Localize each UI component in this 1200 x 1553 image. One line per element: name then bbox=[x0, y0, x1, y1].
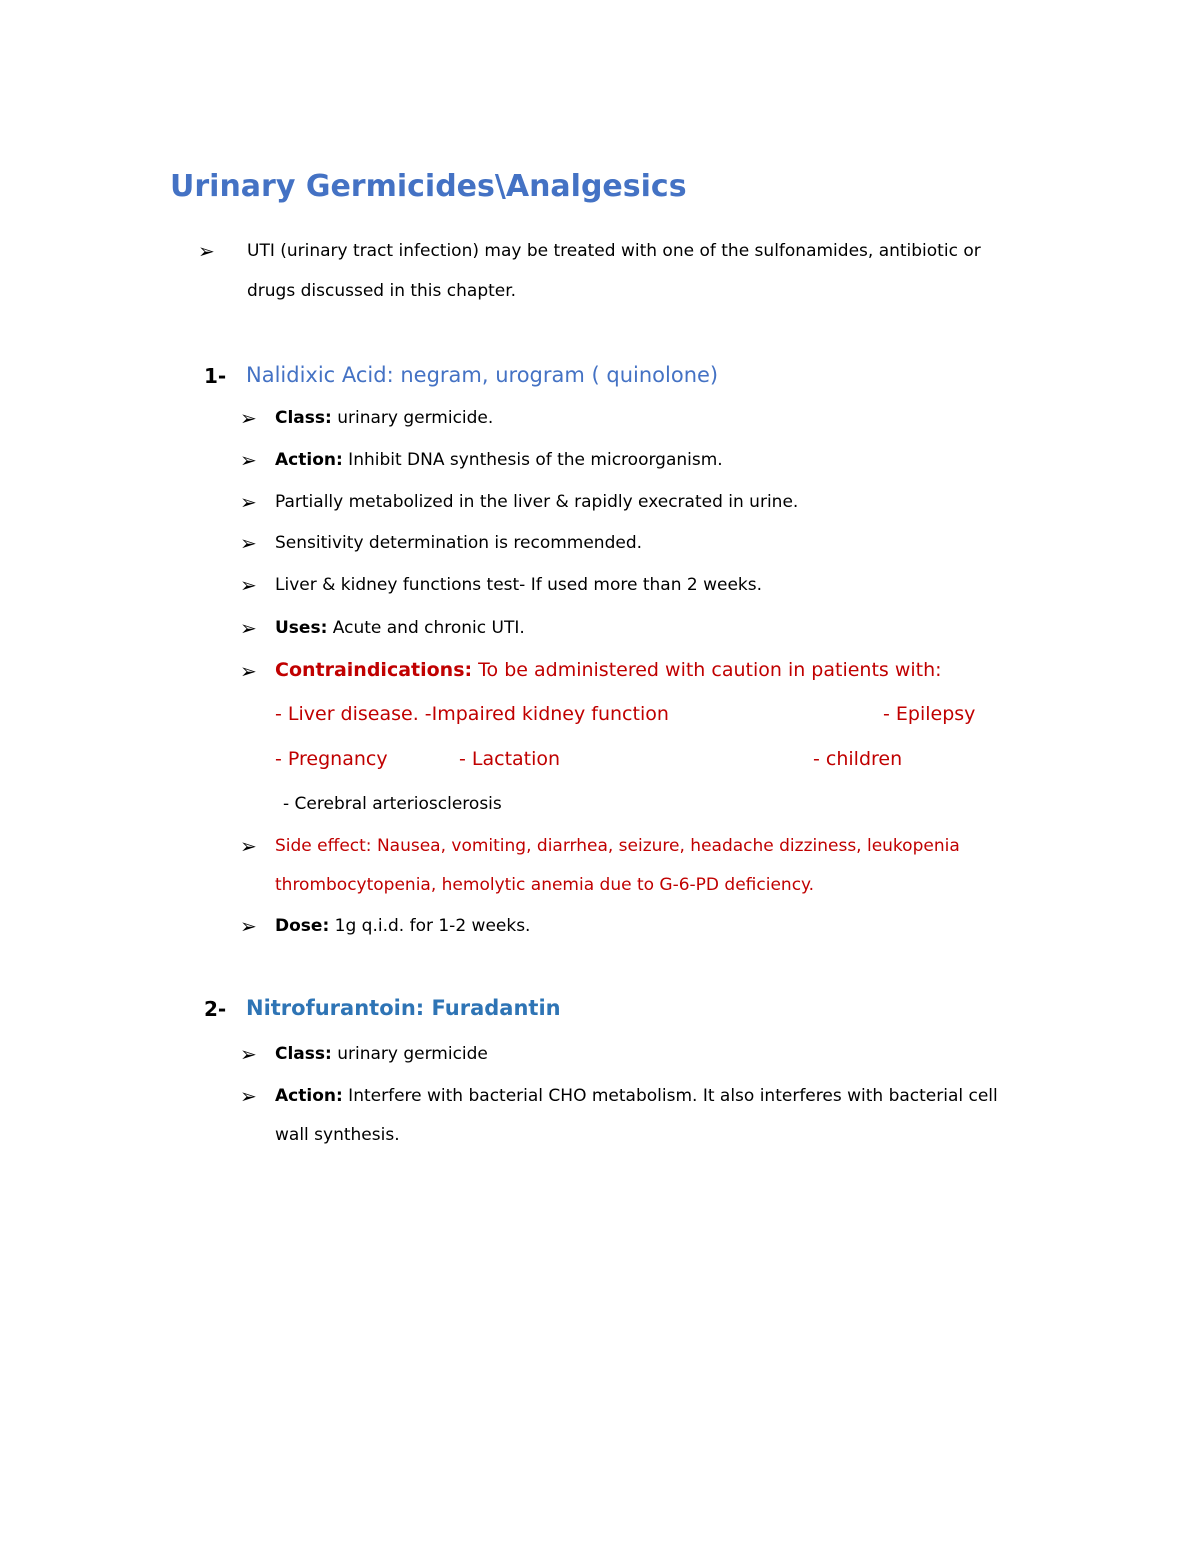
action-item: Action: Inhibit DNA synthesis of the microorganism. bbox=[275, 450, 723, 470]
section-2-heading: Nitrofurantoin: Furadantin bbox=[246, 996, 561, 1020]
class-item: Class: urinary germicide. bbox=[275, 408, 494, 428]
side-effect-line-2: thrombocytopenia, hemolytic anemia due to G-6-PD deficiency. bbox=[275, 875, 815, 895]
arrow-bullet-icon: ➢ bbox=[240, 616, 257, 640]
intro-line-2: drugs discussed in this chapter. bbox=[247, 281, 517, 301]
arrow-bullet-icon: ➢ bbox=[240, 531, 257, 555]
contraindications-item: Contraindications: To be administered with caution in patients with: bbox=[275, 659, 942, 681]
intro-line-1: UTI (urinary tract infection) may be treated with one of the sulfonamides, antibiotic or bbox=[247, 241, 981, 261]
dose-item: Dose: 1g q.i.d. for 1-2 weeks. bbox=[275, 916, 531, 936]
contra-row-2-a: - Pregnancy bbox=[275, 748, 388, 770]
arrow-bullet-icon: ➢ bbox=[240, 1084, 257, 1108]
arrow-bullet-icon: ➢ bbox=[240, 490, 257, 514]
arrow-bullet-icon: ➢ bbox=[240, 914, 257, 938]
action-line-2: wall synthesis. bbox=[275, 1125, 400, 1145]
contra-row-1-b: - Epilepsy bbox=[883, 703, 976, 725]
section-1-number: 1- bbox=[204, 364, 227, 388]
contra-row-2-c: - children bbox=[813, 748, 903, 770]
liver-test-item: Liver & kidney functions test- If used more than 2 weeks. bbox=[275, 575, 763, 595]
contra-row-2-b: - Lactation bbox=[459, 748, 561, 770]
arrow-bullet-icon: ➢ bbox=[240, 659, 257, 683]
contra-row-3: - Cerebral arteriosclerosis bbox=[283, 794, 502, 814]
arrow-bullet-icon: ➢ bbox=[240, 573, 257, 597]
side-effect-item: Side effect: Nausea, vomiting, diarrhea, seizure, headache dizziness, leukopenia bbox=[275, 836, 960, 856]
arrow-bullet-icon: ➢ bbox=[240, 1042, 257, 1066]
arrow-bullet-icon: ➢ bbox=[240, 448, 257, 472]
action-item-2: Action: Interfere with bacterial CHO metabolism. It also interferes with bacterial cell bbox=[275, 1086, 998, 1106]
contra-row-1-a: - Liver disease. -Impaired kidney function bbox=[275, 703, 669, 725]
class-item-2: Class: urinary germicide bbox=[275, 1044, 488, 1064]
section-1-heading: Nalidixic Acid: negram, urogram ( quinolone) bbox=[246, 363, 719, 387]
section-2-number: 2- bbox=[204, 997, 227, 1021]
arrow-bullet-icon: ➢ bbox=[240, 406, 257, 430]
page-title: Urinary Germicides\Analgesics bbox=[170, 169, 687, 204]
uses-item: Uses: Acute and chronic UTI. bbox=[275, 618, 525, 638]
metabolism-item: Partially metabolized in the liver & rapidly execrated in urine. bbox=[275, 492, 799, 512]
arrow-bullet-icon: ➢ bbox=[240, 834, 257, 858]
sensitivity-item: Sensitivity determination is recommended. bbox=[275, 533, 643, 553]
arrow-bullet-icon: ➢ bbox=[198, 239, 215, 263]
